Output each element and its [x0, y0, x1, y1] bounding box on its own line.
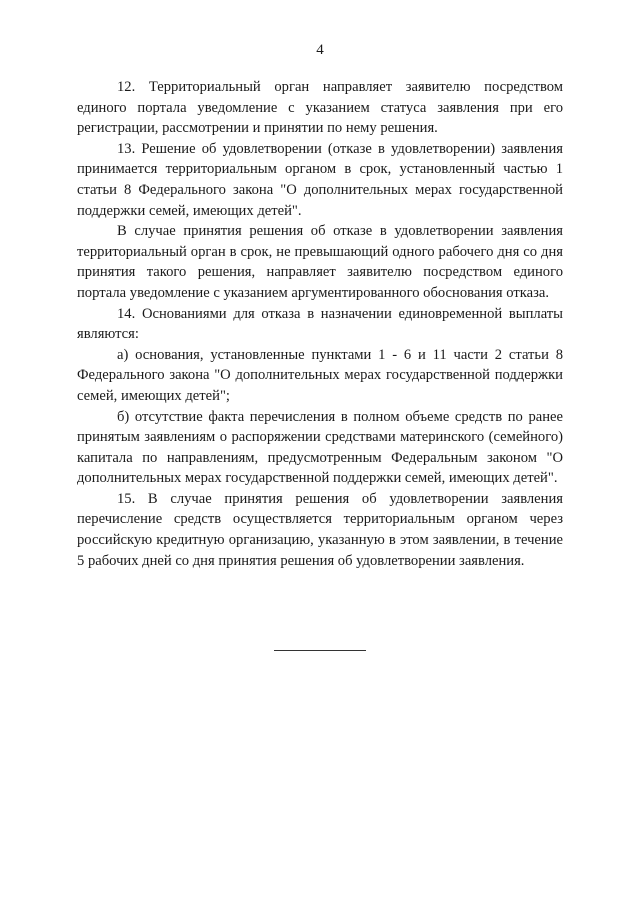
paragraph-14: 14. Основаниями для отказа в назначении единовременной выплаты являются: — [77, 305, 563, 343]
paragraph-15: 15. В случае принятия решения об удовлетворении заявления перечисление средств осуществляется территориальным органом через российскую кредитную организацию, указанную в этом заявлении, в течение 5 рабочих дней со дня принятия решения об удовлетворении заявления. — [77, 490, 563, 569]
page-number: 4 — [316, 42, 324, 58]
end-of-document-rule — [274, 650, 366, 651]
paragraph-14-b: б) отсутствие факта перечисления в полном объеме средств по ранее принятым заявлениям о распоряжении средствами материнского (семейного) капитала по направлениям, предусмотренным Федеральным законом "О дополнительных мерах государственной поддержки семей, имеющих детей". — [77, 408, 563, 487]
paragraph-13-refusal: В случае принятия решения об отказе в удовлетворении заявления территориальный орган в срок, не превышающий одного рабочего дня со дня принятия такого решения, направляет заявителю посредством единого портала уведомление с указанием аргументированного обоснования отказа. — [77, 223, 563, 301]
document-body — [77, 77, 563, 571]
paragraph-12: 12. Территориальный орган направляет заявителю посредством единого портала уведомление с указанием статуса заявления при его регистрации, рассмотрении и принятии по нему решения. — [77, 79, 563, 137]
paragraph-14-a: а) основания, установленные пунктами 1 - 6 и 11 части 2 статьи 8 Федерального закона "О дополнительных мерах государственной поддержки семей, имеющих детей"; — [77, 346, 563, 404]
paragraph-13: 13. Решение об удовлетворении (отказе в удовлетворении) заявления принимается территориальным органом в срок, установленный частью 1 статьи 8 Федерального закона "О дополнительных мерах государственной поддержки семей, имеющих детей". — [77, 140, 563, 219]
